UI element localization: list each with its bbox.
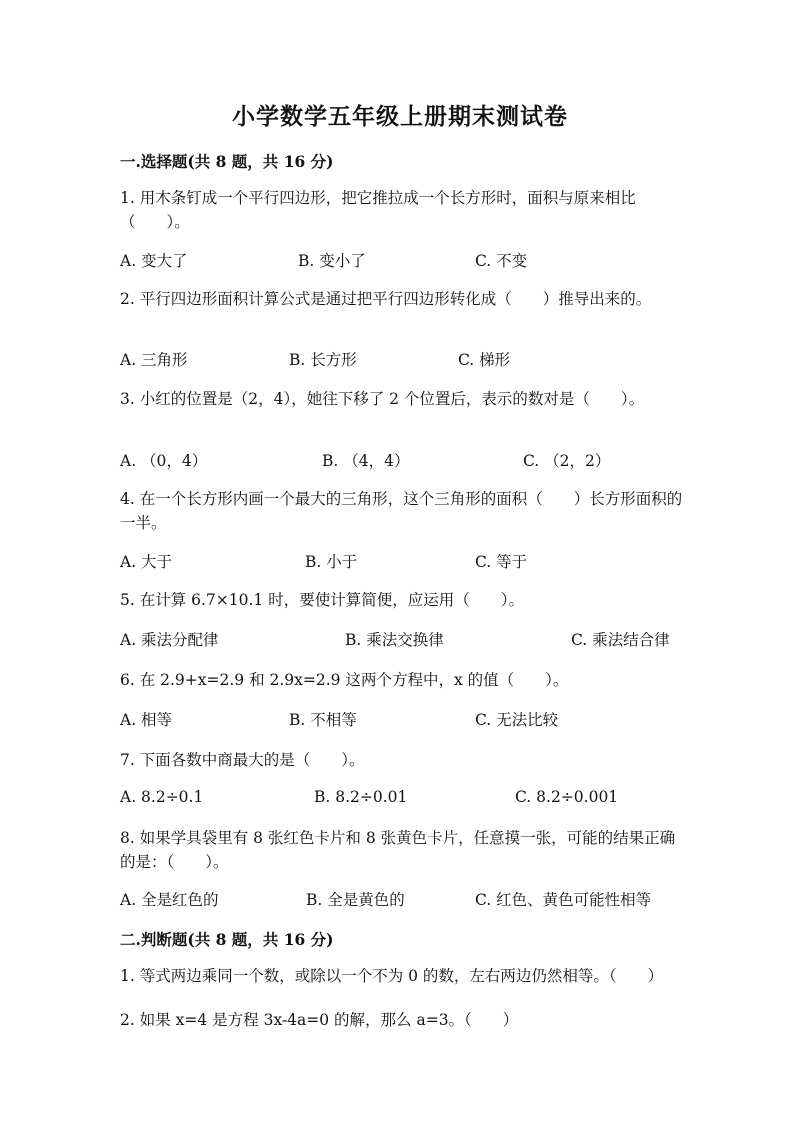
- question-3: 3. 小红的位置是（2，4），她往下移了 2 个位置后，表示的数对是（ ）。: [120, 390, 645, 408]
- question-2: 2. 平行四边形面积计算公式是通过把平行四边形转化成（ ）推导出来的。: [120, 290, 652, 308]
- q6-option-a: A. 相等: [120, 711, 173, 729]
- q3-option-b: B. （4，4）: [322, 452, 410, 470]
- q5-option-c: C. 乘法结合律: [571, 631, 670, 649]
- question-5: 5. 在计算 6.7×10.1 时，要使计算简便，应运用（ ）。: [120, 591, 524, 609]
- q7-option-c: C. 8.2÷0.001: [515, 788, 619, 806]
- q2-option-a: A. 三角形: [120, 351, 188, 369]
- question-7: 7. 下面各数中商最大的是（ ）。: [120, 751, 365, 769]
- q4-option-c: C. 等于: [475, 553, 528, 571]
- section-title-choice: 一.选择题(共 8 题，共 16 分): [120, 152, 334, 171]
- question-8: 8. 如果学具袋里有 8 张红色卡片和 8 张黄色卡片，任意摸一张，可能的结果正确的是：（ ）。: [120, 829, 676, 871]
- q7-option-a: A. 8.2÷0.1: [120, 788, 204, 806]
- question-6: 6. 在 2.9+x=2.9 和 2.9x=2.9 这两个方程中，x 的值（ ）。: [120, 671, 569, 689]
- q8-option-a: A. 全是红色的: [120, 891, 219, 909]
- q6-option-c: C. 无法比较: [475, 711, 559, 729]
- q2-option-c: C. 梯形: [458, 351, 511, 369]
- section-title-judgement: 二.判断题(共 8 题，共 16 分): [120, 930, 334, 949]
- judgement-question-1: 1. 等式两边乘同一个数，或除以一个不为 0 的数，左右两边仍然相等。（ ）: [120, 967, 664, 985]
- q5-option-b: B. 乘法交换律: [345, 631, 444, 649]
- q7-option-b: B. 8.2÷0.01: [314, 788, 408, 806]
- q1-option-c: C. 不变: [475, 252, 528, 270]
- q8-option-c: C. 红色、黄色可能性相等: [475, 891, 652, 909]
- q2-option-b: B. 长方形: [289, 351, 357, 369]
- judgement-question-2: 2. 如果 x=4 是方程 3x-4a=0 的解，那么 a=3。（ ）: [120, 1011, 519, 1029]
- q3-option-a: A. （0，4）: [120, 452, 208, 470]
- q4-option-a: A. 大于: [120, 553, 173, 571]
- q4-option-b: B. 小于: [305, 553, 358, 571]
- q5-option-a: A. 乘法分配律: [120, 631, 219, 649]
- question-1: 1. 用木条钉成一个平行四边形，把它推拉成一个长方形时，面积与原来相比（ ）。: [120, 189, 636, 231]
- question-4: 4. 在一个长方形内画一个最大的三角形，这个三角形的面积（ ）长方形面积的一半。: [120, 490, 683, 532]
- q3-option-c: C. （2，2）: [523, 452, 611, 470]
- q1-option-a: A. 变大了: [120, 252, 188, 270]
- q8-option-b: B. 全是黄色的: [306, 891, 405, 909]
- page-title: 小学数学五年级上册期末测试卷: [232, 103, 568, 130]
- q1-option-b: B. 变小了: [298, 252, 366, 270]
- q6-option-b: B. 不相等: [289, 711, 357, 729]
